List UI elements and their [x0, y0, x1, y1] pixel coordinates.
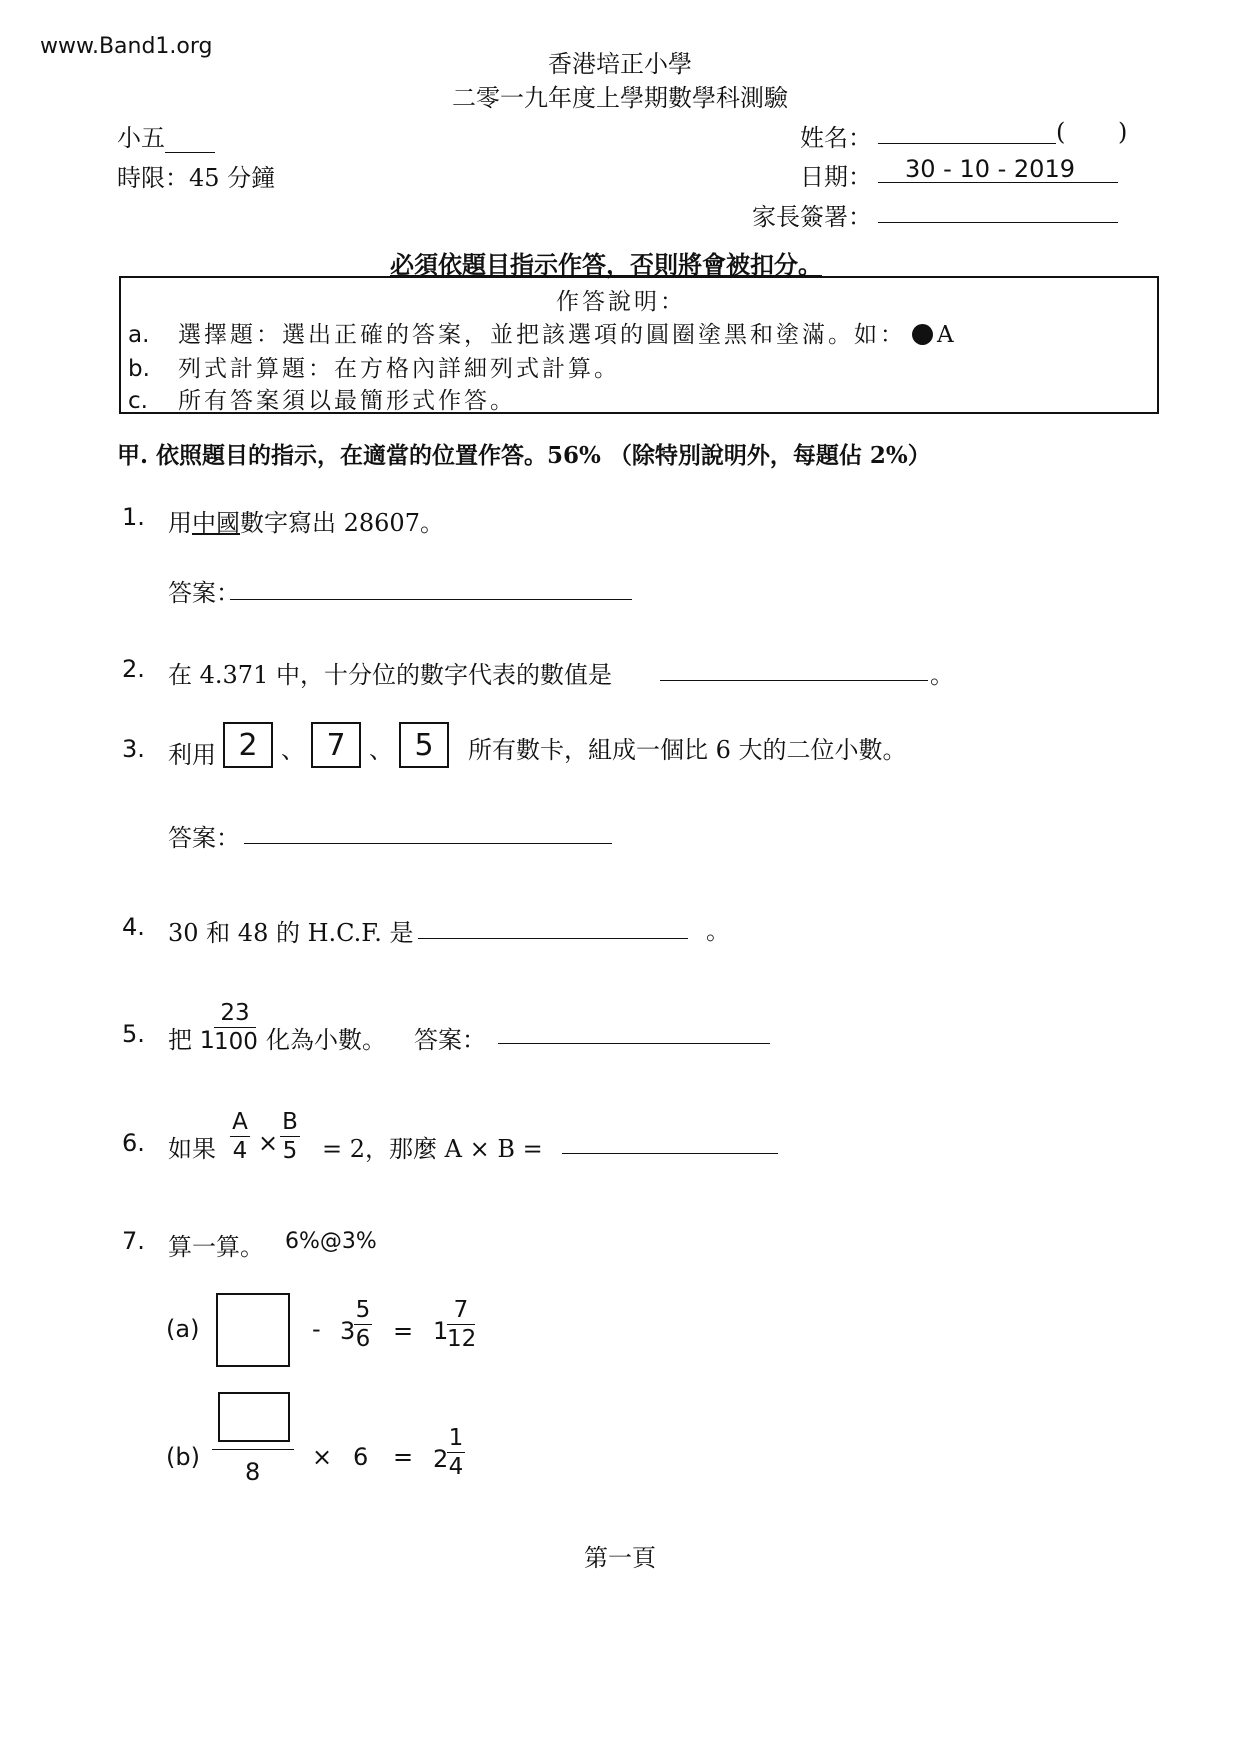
q4-number: 4.	[122, 913, 145, 941]
q3-sep-1: 、	[281, 736, 305, 764]
q1-text	[168, 503, 444, 538]
class-label	[117, 118, 215, 153]
q3-card-7: 7	[311, 722, 361, 768]
q7b-fraction	[447, 1425, 465, 1480]
q6-f1-bar	[230, 1136, 250, 1137]
exam-title: 二零一九年度上學期數學科測驗	[452, 84, 788, 112]
page-number: 第一頁	[584, 1544, 656, 1572]
q7-text: 算一算。	[168, 1233, 264, 1261]
instruction-example-a: A	[937, 322, 957, 348]
q3-text: 所有數卡，組成一個比 6 大的二位小數。	[468, 736, 907, 764]
q1-text-a: 用	[168, 509, 192, 537]
section-text: 依照題目的指示，在適當的位置作答。56% （除特別說明外，每題佔 2%）	[156, 442, 931, 469]
q3-card-2: 2	[223, 722, 273, 768]
q5-text: 化為小數。	[266, 1026, 386, 1054]
q7a-den1: 6	[355, 1326, 371, 1352]
date-value: 30 - 10 - 2019	[905, 155, 1075, 183]
q7b-answer-box[interactable]	[218, 1392, 290, 1442]
instruction-text-a: 選擇題：選出正確的答案，並把該選項的圓圈塗黑和塗滿。如：	[178, 322, 906, 348]
parent-sign-label: 家長簽署：	[752, 203, 872, 231]
q7b-den2: 4	[448, 1454, 464, 1480]
q7a-den2: 12	[447, 1326, 477, 1352]
section-heading	[117, 437, 931, 470]
notice-text: 必須依題目指示作答，否則將會被扣分。	[390, 250, 822, 279]
name-paren-open: (	[1056, 118, 1066, 146]
q4-answer-blank[interactable]	[418, 938, 688, 939]
q7-number: 7.	[122, 1227, 145, 1255]
instruction-tag-a: a.	[128, 322, 150, 348]
q7-marks: 6%@3%	[285, 1229, 377, 1254]
q7a-equals: =	[393, 1317, 414, 1345]
q6-text: = 2，那麼 A × B =	[322, 1135, 543, 1163]
q1-number: 1.	[122, 503, 145, 531]
q4-end: 。	[706, 917, 730, 945]
q6-fraction-2	[280, 1109, 300, 1164]
q5-frac-num: 23	[220, 1000, 250, 1026]
instruction-text-c: 所有答案須以最簡形式作答。	[178, 388, 516, 414]
q7a-bar2	[447, 1324, 475, 1325]
parent-sign-blank[interactable]	[878, 222, 1118, 223]
q7b-num: 1	[448, 1425, 464, 1451]
name-label: 姓名：	[800, 124, 872, 152]
q5-answer-blank[interactable]	[498, 1043, 770, 1044]
q6-fraction-1	[230, 1109, 250, 1164]
q6-f1-den: 4	[232, 1138, 248, 1164]
q6-answer-blank[interactable]	[562, 1153, 778, 1154]
q7a-answer-box[interactable]	[216, 1293, 290, 1367]
q2-answer-blank[interactable]	[660, 680, 928, 681]
q7b-factor: 6	[353, 1443, 369, 1471]
q6-f2-den: 5	[282, 1138, 298, 1164]
q2-number: 2.	[122, 655, 145, 683]
q3-answer-blank[interactable]	[244, 843, 612, 844]
q1-text-b: 數字寫出 28607。	[240, 509, 444, 537]
q3-card-5: 5	[399, 722, 449, 768]
q7a-num1: 5	[355, 1297, 371, 1323]
q7b-bar	[447, 1452, 465, 1453]
q5-frac-bar	[214, 1027, 256, 1028]
section-label: 甲.	[117, 442, 149, 469]
q1-answer-blank[interactable]	[230, 599, 632, 600]
time-limit: 時限：45 分鐘	[117, 164, 276, 192]
q5-answer-label: 答案：	[414, 1026, 486, 1054]
q5-lead: 把 1	[168, 1026, 215, 1054]
q7a-fraction-2	[447, 1297, 475, 1352]
q5-number: 5.	[122, 1020, 145, 1048]
name-paren-close: )	[1118, 118, 1128, 146]
q6-f2-num: B	[282, 1109, 298, 1135]
q1-text-underlined: 中國	[192, 509, 240, 537]
q7b-fraction-bar	[212, 1449, 294, 1450]
q2-text: 在 4.371 中，十分位的數字代表的數值是	[168, 661, 612, 689]
q7a-whole1: 3	[340, 1317, 356, 1345]
date-underline	[878, 182, 1118, 183]
q7b-times: ×	[312, 1443, 333, 1471]
q6-f2-bar	[280, 1136, 300, 1137]
q6-lead: 如果	[168, 1135, 216, 1163]
q3-sep-2: 、	[369, 736, 393, 764]
date-label: 日期：	[800, 163, 872, 191]
instruction-tag-c: c.	[128, 388, 148, 414]
instruction-title: 作答說明：	[556, 289, 686, 315]
q7a-num2: 7	[453, 1297, 469, 1323]
q3-answer-label: 答案：	[168, 824, 240, 852]
instruction-tag-b: b.	[128, 356, 150, 382]
school-name: 香港培正小學	[548, 50, 692, 78]
q7a-label: (a)	[166, 1315, 200, 1343]
q7b-equals: =	[393, 1443, 414, 1471]
q3-number: 3.	[122, 735, 145, 763]
q7a-minus: -	[312, 1315, 321, 1343]
q7b-label: (b)	[166, 1443, 200, 1471]
q4-text: 30 和 48 的 H.C.F. 是	[168, 919, 414, 947]
class-blank[interactable]	[165, 124, 215, 153]
filled-circle-icon	[912, 324, 933, 345]
q6-f1-num: A	[232, 1109, 248, 1135]
q7a-fraction-1	[354, 1297, 372, 1352]
q7b-whole: 2	[433, 1445, 449, 1473]
instruction-box	[119, 276, 1159, 414]
q6-times: ×	[258, 1129, 279, 1157]
q7a-bar1	[354, 1324, 372, 1325]
name-blank[interactable]	[878, 143, 1056, 144]
q5-fraction	[214, 1000, 256, 1055]
q7b-denominator: 8	[245, 1458, 261, 1486]
q2-end: 。	[930, 661, 954, 689]
q7a-whole2: 1	[433, 1317, 449, 1345]
instruction-item-a	[128, 316, 957, 349]
q3-lead: 利用	[168, 741, 216, 769]
instruction-item-c	[128, 382, 516, 415]
q5-frac-den: 100	[214, 1029, 258, 1055]
instruction-item-b	[128, 350, 620, 383]
website-watermark: www.Band1.org	[40, 34, 213, 59]
instruction-text-b: 列式計算題：在方格內詳細列式計算。	[178, 356, 620, 382]
class-label-text: 小五	[117, 124, 165, 152]
q1-answer-label: 答案：	[168, 579, 240, 607]
q6-number: 6.	[122, 1129, 145, 1157]
